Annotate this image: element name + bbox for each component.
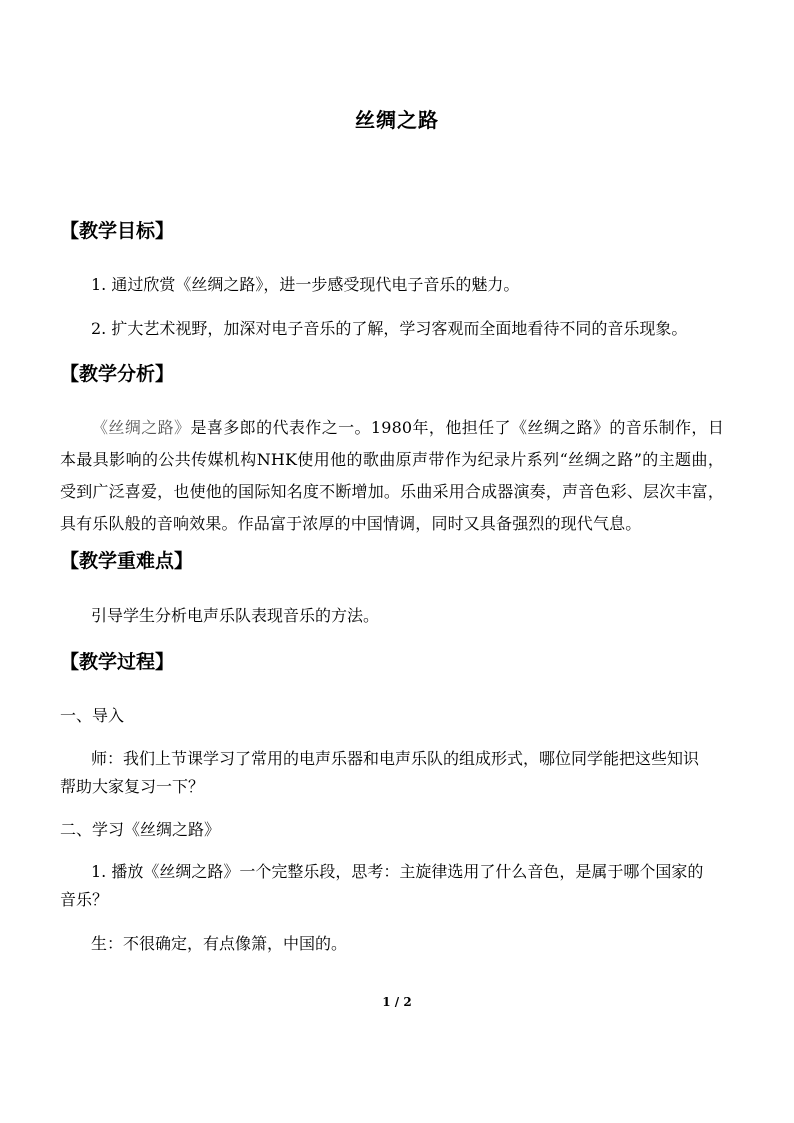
process-step-1-title: 一、导入 xyxy=(60,706,125,725)
analysis-paragraph xyxy=(60,412,724,540)
student-answer: 生：不很确定，有点像箫，中国的。 xyxy=(91,934,348,953)
process-step-2-title: 二、学习《丝绸之路》 xyxy=(60,820,221,839)
goal-item-1: 1. 通过欣赏《丝绸之路》，进一步感受现代电子音乐的魅力。 xyxy=(91,275,520,294)
goal-item-2: 2. 扩大艺术视野，加深对电子音乐的了解，学习客观而全面地看待不同的音乐现象。 xyxy=(91,319,688,338)
analysis-body: 是喜多郎的代表作之一。1980年，他担任了《丝绸之路》的音乐制作，日本最具影响的公共传媒机构NHK使用他的歌曲原声带作为纪录片系列“丝绸之路”的主题曲，受到广泛喜爱，也使他的国际知名度不断增加。乐曲采用合成器演奏，声音色彩、层次丰富，具有乐队般的音响效果。作品富于浓厚的中国情调，同时又具备强烈的现代气息。 xyxy=(60,418,724,533)
step2-item-1-line-2: 音乐？ xyxy=(60,890,109,909)
page-number: 1 / 2 xyxy=(382,995,412,1009)
heading-teaching-goals: 【教学目标】 xyxy=(60,220,175,242)
heading-teaching-process: 【教学过程】 xyxy=(60,651,175,673)
heading-key-difficulties: 【教学重难点】 xyxy=(60,550,194,572)
heading-teaching-analysis: 【教学分析】 xyxy=(60,363,175,385)
document-title: 丝绸之路 xyxy=(355,108,439,132)
teacher-question-line-2: 帮助大家复习一下？ xyxy=(60,777,205,796)
analysis-lead-title: 《丝绸之路》 xyxy=(92,418,191,437)
difficulty-text: 引导学生分析电声乐队表现音乐的方法。 xyxy=(91,606,380,625)
step2-item-1-line-1: 1. 播放《丝绸之路》一个完整乐段，思考：主旋律选用了什么音色，是属于哪个国家的 xyxy=(91,862,704,881)
teacher-question-line-1: 师：我们上节课学习了常用的电声乐器和电声乐队的组成形式，哪位同学能把这些知识 xyxy=(91,749,700,768)
